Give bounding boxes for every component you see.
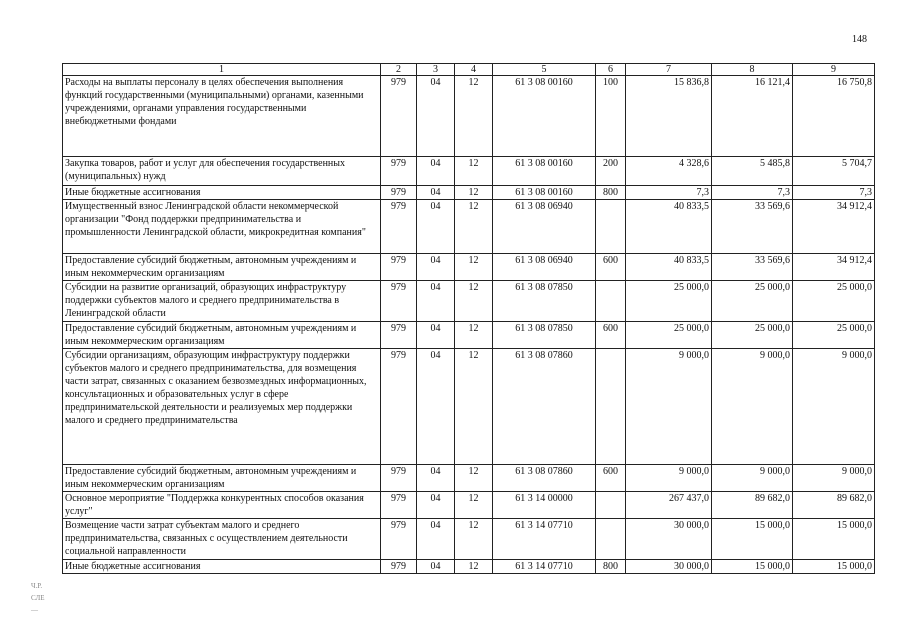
cell-amount-year1: 30 000,0	[626, 560, 712, 574]
cell-amount-year1: 15 836,8	[626, 76, 712, 157]
cell-target-article: 61 3 08 07850	[493, 281, 596, 322]
cell-expense-type: 800	[596, 186, 626, 200]
row-name: Имущественный взнос Ленинградской области некоммерческой организации "Фонд поддержки предпринимательства и промышленности Ленинградской области, микрокредитная компания"	[63, 200, 381, 254]
cell-amount-year1: 40 833,5	[626, 200, 712, 254]
cell-amount-year3: 25 000,0	[793, 322, 875, 349]
margin-mark: СЛЕ	[31, 594, 45, 602]
table-row	[63, 560, 875, 574]
cell-section: 04	[417, 492, 455, 519]
row-name: Возмещение части затрат субъектам малого и среднего предпринимательства, связанных с осуществлением деятельности социальной направленности	[63, 519, 381, 560]
cell-expense-type: 600	[596, 465, 626, 492]
table-row	[63, 200, 875, 254]
cell-target-article: 61 3 08 07850	[493, 322, 596, 349]
cell-subsection: 12	[455, 200, 493, 254]
cell-section: 04	[417, 349, 455, 465]
cell-section: 04	[417, 186, 455, 200]
cell-subsection: 12	[455, 76, 493, 157]
cell-amount-year2: 25 000,0	[712, 281, 793, 322]
cell-admin-code: 979	[381, 200, 417, 254]
cell-expense-type: 100	[596, 76, 626, 157]
cell-section: 04	[417, 519, 455, 560]
cell-amount-year2: 9 000,0	[712, 349, 793, 465]
cell-subsection: 12	[455, 322, 493, 349]
row-name: Иные бюджетные ассигнования	[63, 186, 381, 200]
cell-subsection: 12	[455, 254, 493, 281]
cell-amount-year2: 15 000,0	[712, 519, 793, 560]
cell-target-article: 61 3 08 07860	[493, 465, 596, 492]
table-row	[63, 186, 875, 200]
page-number: 148	[852, 34, 867, 45]
cell-amount-year1: 267 437,0	[626, 492, 712, 519]
cell-subsection: 12	[455, 519, 493, 560]
budget-table	[62, 63, 875, 574]
cell-expense-type	[596, 281, 626, 322]
cell-amount-year2: 5 485,8	[712, 157, 793, 186]
cell-section: 04	[417, 465, 455, 492]
cell-expense-type: 600	[596, 322, 626, 349]
cell-subsection: 12	[455, 492, 493, 519]
column-header: 5	[493, 64, 596, 76]
cell-amount-year2: 16 121,4	[712, 76, 793, 157]
column-header: 8	[712, 64, 793, 76]
cell-section: 04	[417, 76, 455, 157]
cell-section: 04	[417, 281, 455, 322]
cell-admin-code: 979	[381, 76, 417, 157]
cell-amount-year1: 4 328,6	[626, 157, 712, 186]
column-header: 7	[626, 64, 712, 76]
cell-subsection: 12	[455, 560, 493, 574]
cell-expense-type	[596, 492, 626, 519]
cell-section: 04	[417, 200, 455, 254]
cell-admin-code: 979	[381, 465, 417, 492]
cell-admin-code: 979	[381, 322, 417, 349]
column-header: 6	[596, 64, 626, 76]
cell-section: 04	[417, 157, 455, 186]
cell-target-article: 61 3 14 07710	[493, 560, 596, 574]
cell-subsection: 12	[455, 465, 493, 492]
cell-admin-code: 979	[381, 519, 417, 560]
cell-section: 04	[417, 254, 455, 281]
cell-amount-year2: 33 569,6	[712, 254, 793, 281]
cell-section: 04	[417, 560, 455, 574]
column-header: 3	[417, 64, 455, 76]
cell-admin-code: 979	[381, 492, 417, 519]
cell-amount-year2: 9 000,0	[712, 465, 793, 492]
cell-admin-code: 979	[381, 157, 417, 186]
cell-admin-code: 979	[381, 349, 417, 465]
cell-admin-code: 979	[381, 281, 417, 322]
cell-target-article: 61 3 08 07860	[493, 349, 596, 465]
cell-amount-year3: 34 912,4	[793, 200, 875, 254]
cell-amount-year3: 15 000,0	[793, 519, 875, 560]
cell-amount-year3: 9 000,0	[793, 465, 875, 492]
row-name: Субсидии организациям, образующим инфраструктуру поддержки субъектов малого и среднего предпринимательства, для возмещения части затрат, связанных с оказанием безвозмездных информационных, консультационных и образовательных услуг в сфере предпринимательской деятельности и реализуемых мер поддержки малого и среднего предпринимательства	[63, 349, 381, 465]
cell-subsection: 12	[455, 186, 493, 200]
cell-expense-type: 800	[596, 560, 626, 574]
cell-target-article: 61 3 08 00160	[493, 76, 596, 157]
table-row	[63, 519, 875, 560]
cell-amount-year2: 15 000,0	[712, 560, 793, 574]
cell-section: 04	[417, 322, 455, 349]
cell-target-article: 61 3 14 07710	[493, 519, 596, 560]
row-name: Предоставление субсидий бюджетным, автономным учреждениям и иным некоммерческим организациям	[63, 465, 381, 492]
cell-target-article: 61 3 14 00000	[493, 492, 596, 519]
cell-subsection: 12	[455, 157, 493, 186]
table-row	[63, 322, 875, 349]
cell-target-article: 61 3 08 06940	[493, 254, 596, 281]
cell-amount-year1: 7,3	[626, 186, 712, 200]
cell-expense-type	[596, 349, 626, 465]
cell-amount-year1: 9 000,0	[626, 465, 712, 492]
cell-amount-year1: 9 000,0	[626, 349, 712, 465]
column-header: 4	[455, 64, 493, 76]
header-row	[63, 64, 875, 76]
cell-admin-code: 979	[381, 254, 417, 281]
column-header: 9	[793, 64, 875, 76]
row-name: Предоставление субсидий бюджетным, автономным учреждениям и иным некоммерческим организациям	[63, 254, 381, 281]
cell-expense-type	[596, 519, 626, 560]
table-row	[63, 281, 875, 322]
cell-admin-code: 979	[381, 186, 417, 200]
column-header: 2	[381, 64, 417, 76]
cell-amount-year3: 9 000,0	[793, 349, 875, 465]
cell-amount-year3: 16 750,8	[793, 76, 875, 157]
table-row	[63, 157, 875, 186]
cell-target-article: 61 3 08 06940	[493, 200, 596, 254]
cell-amount-year3: 5 704,7	[793, 157, 875, 186]
cell-amount-year3: 15 000,0	[793, 560, 875, 574]
row-name: Закупка товаров, работ и услуг для обеспечения государственных (муниципальных) нужд	[63, 157, 381, 186]
margin-mark: —	[31, 606, 38, 614]
cell-amount-year3: 25 000,0	[793, 281, 875, 322]
cell-expense-type	[596, 200, 626, 254]
cell-subsection: 12	[455, 281, 493, 322]
cell-amount-year2: 25 000,0	[712, 322, 793, 349]
cell-target-article: 61 3 08 00160	[493, 157, 596, 186]
cell-subsection: 12	[455, 349, 493, 465]
cell-amount-year1: 30 000,0	[626, 519, 712, 560]
cell-expense-type: 200	[596, 157, 626, 186]
cell-amount-year2: 33 569,6	[712, 200, 793, 254]
table-row	[63, 465, 875, 492]
row-name: Расходы на выплаты персоналу в целях обеспечения выполнения функций государственными (муниципальными) органами, казенными учреждениями, органами управления государственными внебюджетными фондами	[63, 76, 381, 157]
cell-amount-year1: 25 000,0	[626, 322, 712, 349]
cell-amount-year2: 89 682,0	[712, 492, 793, 519]
cell-amount-year1: 40 833,5	[626, 254, 712, 281]
cell-amount-year3: 34 912,4	[793, 254, 875, 281]
table-row	[63, 492, 875, 519]
cell-amount-year2: 7,3	[712, 186, 793, 200]
row-name: Основное мероприятие "Поддержка конкурентных способов оказания услуг"	[63, 492, 381, 519]
table-row	[63, 254, 875, 281]
row-name: Субсидии на развитие организаций, образующих инфраструктуру поддержки субъектов малого и среднего предпринимательства в Ленинградской области	[63, 281, 381, 322]
cell-amount-year3: 89 682,0	[793, 492, 875, 519]
cell-expense-type: 600	[596, 254, 626, 281]
cell-admin-code: 979	[381, 560, 417, 574]
column-header: 1	[63, 64, 381, 76]
table-row	[63, 76, 875, 157]
cell-target-article: 61 3 08 00160	[493, 186, 596, 200]
row-name: Предоставление субсидий бюджетным, автономным учреждениям и иным некоммерческим организациям	[63, 322, 381, 349]
cell-amount-year3: 7,3	[793, 186, 875, 200]
cell-amount-year1: 25 000,0	[626, 281, 712, 322]
margin-mark: Ч.Р.	[31, 582, 43, 590]
table-row	[63, 349, 875, 465]
row-name: Иные бюджетные ассигнования	[63, 560, 381, 574]
